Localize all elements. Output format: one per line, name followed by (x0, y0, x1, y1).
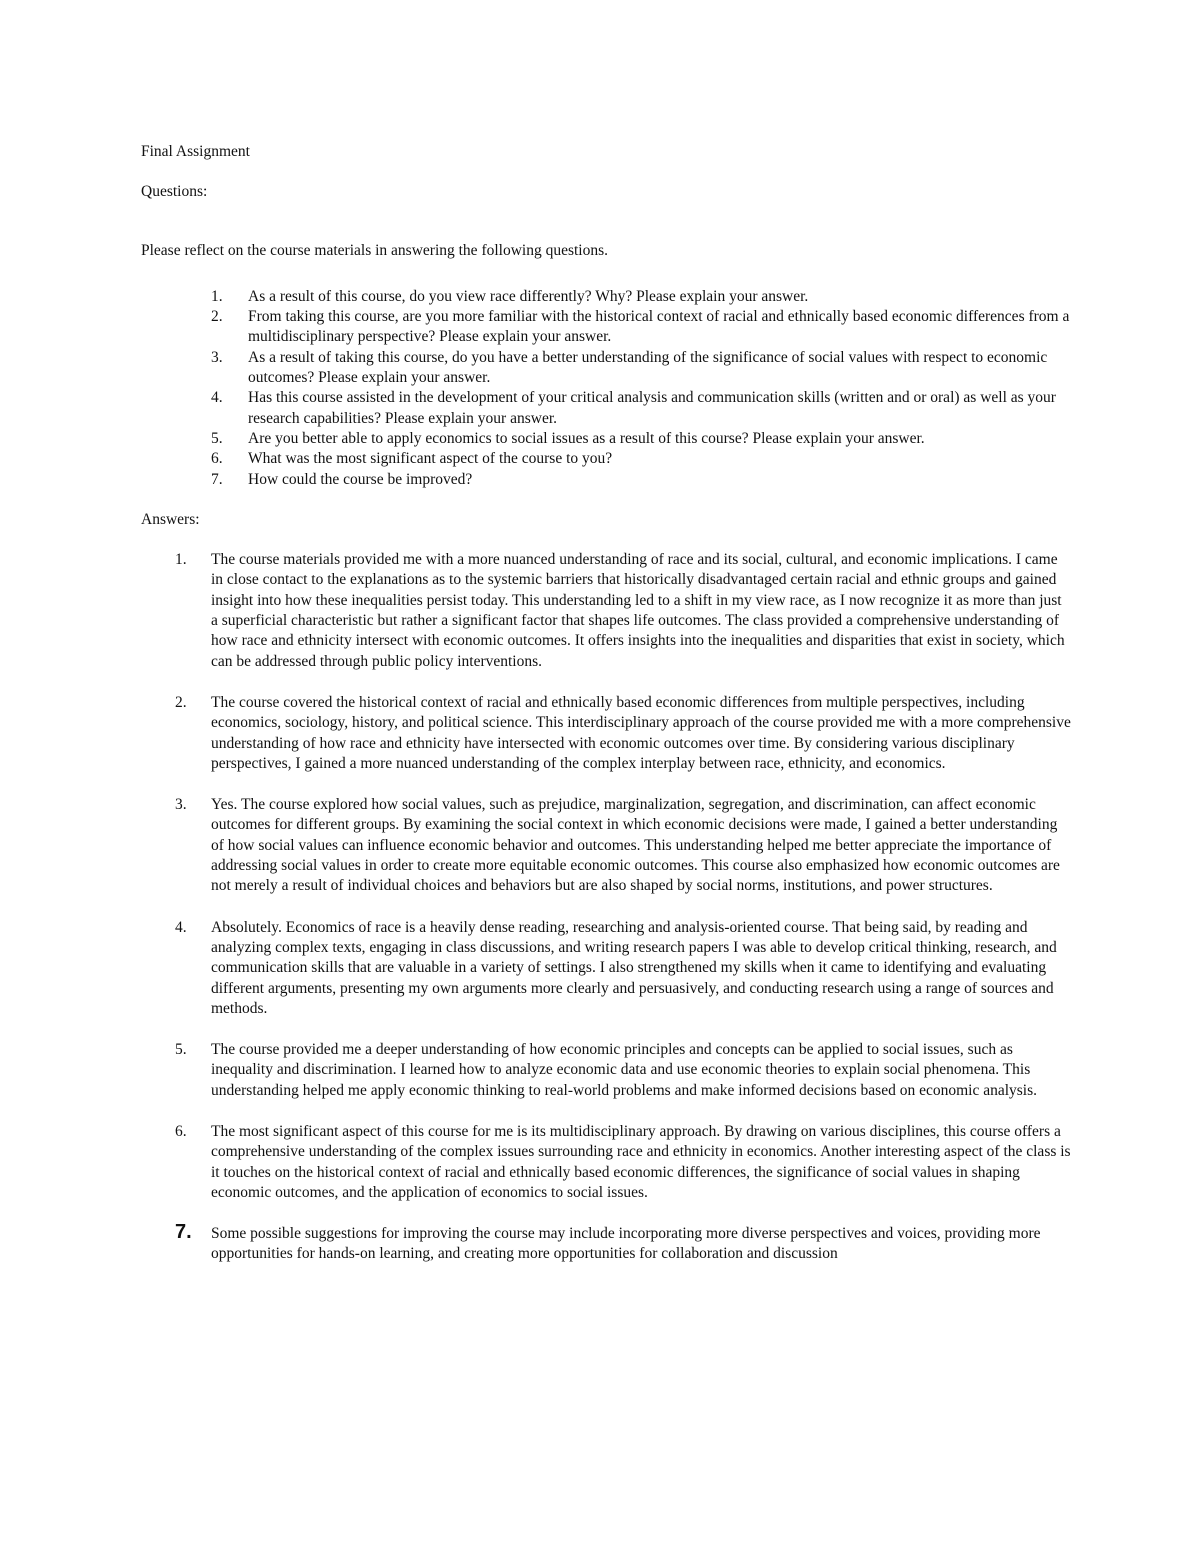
intro-text: Please reflect on the course materials in answering the following questions. (141, 241, 609, 259)
answer-text: The course provided me a deeper understanding of how economic principles and concepts can be applied to social issues, such as inequality and discrimination. I learned how to analyze economic data and use economic theories to explain social phenomena. This understanding helped me apply economic thinking to real-world problems and make informed decisions based on economic analysis. (211, 1041, 1038, 1099)
answer-text: Yes. The course explored how social values, such as prejudice, marginalization, segregation, and discrimination, can affect economic outcomes for different groups. By examining the social context in which economic decisions were made, I gained a better understanding of how social values can influence economic behavior and outcomes. This understanding helped me better appreciate the importance of addressing social values in order to create more equitable economic outcomes. This course also emphasized how economic outcomes are not merely a result of individual choices and behaviors but are also shaped by social norms, institutions, and power structures. (211, 796, 1060, 895)
question-text: As a result of this course, do you view race differently? Why? Please explain your answer. (248, 287, 809, 305)
answer-text: Absolutely. Economics of race is a heavily dense reading, researching and analysis-oriented course. That being said, by reading and analyzing complex texts, engaging in class discussions, and writing research papers I was able to develop critical thinking, research, and communication skills that are valuable in a variety of settings. I also strengthened my skills when it came to identifying and evaluating different arguments, presenting my own arguments more clearly and persuasively, and conducting research using a range of sources and methods. (211, 918, 1057, 1017)
question-text: From taking this course, are you more familiar with the historical context of racial and ethnically based economic differences from a multidisciplinary perspective? Please explain your answer. (248, 308, 1070, 346)
question-item (141, 307, 1071, 348)
answers-list (141, 550, 1071, 1265)
answer-item (141, 1040, 1071, 1101)
question-item (141, 429, 1071, 449)
question-number: 5. (211, 429, 223, 447)
question-item (141, 287, 1071, 307)
question-item (141, 470, 1071, 490)
question-text: As a result of taking this course, do you have a better understanding of the significance of social values with respect to economic outcomes? Please explain your answer. (248, 348, 1048, 387)
answer-item (141, 693, 1071, 774)
question-number: 3. (211, 348, 223, 366)
question-text: What was the most significant aspect of the course to you? (248, 450, 613, 468)
answer-number: 5. (175, 1041, 187, 1059)
question-number: 2. (211, 308, 223, 326)
question-item (141, 348, 1071, 389)
questions-heading: Questions: (141, 183, 208, 201)
answer-item (141, 550, 1071, 672)
questions-list (141, 287, 1071, 490)
answer-number: 4. (175, 918, 187, 936)
question-item (141, 449, 1071, 469)
answer-number: 6. (175, 1122, 187, 1140)
answers-heading: Answers: (141, 510, 200, 528)
answer-text: The course covered the historical context of racial and ethnically based economic differences from multiple perspectives, including economics, sociology, history, and political science. This interdisciplinary approach of the course provided me with a more comprehensive understanding of how race and ethnicity have intersected with economic outcomes over time. By considering various disciplinary perspectives, I gained a more nuanced understanding of the complex interplay between race, ethnicity, and economics. (211, 693, 1071, 772)
answer-item (141, 795, 1071, 896)
answer-text: The course materials provided me with a more nuanced understanding of race and its social, cultural, and economic implications. I came in close contact to the explanations as to the systemic barriers that historically disadvantaged certain racial and ethnic groups and gained insight into how these inequalities persist today. This understanding led to a shift in my view race, as I now recognize it as more than just a superficial characteristic but rather a significant factor that shapes life outcomes. The class provided a comprehensive understanding of how race and ethnicity intersect with economic outcomes. It offers insights into the inequalities and disparities that exist in society, which can be addressed through public policy interventions. (211, 551, 1065, 670)
question-number: 6. (211, 450, 223, 468)
answer-number: 7. (175, 1221, 192, 1244)
question-number: 7. (211, 470, 223, 488)
answer-number: 1. (175, 551, 187, 569)
question-number: 1. (211, 287, 223, 305)
answer-item (141, 918, 1071, 1019)
answer-item (141, 1122, 1071, 1203)
answer-number: 2. (175, 693, 187, 711)
question-text: Has this course assisted in the development of your critical analysis and communication skills (written and or oral) as well as your research capabilities? Please explain your answer. (248, 389, 1056, 427)
question-number: 4. (211, 389, 223, 407)
document-page (141, 142, 1071, 1286)
question-text: Are you better able to apply economics to social issues as a result of this course? Please explain your answer. (248, 429, 925, 447)
question-item (141, 388, 1071, 429)
answer-text: Some possible suggestions for improving the course may include incorporating more diverse perspectives and voices, providing more opportunities for hands-on learning, and creating more opportunities for collaboration and discussion (211, 1225, 1041, 1263)
question-text: How could the course be improved? (248, 470, 473, 488)
answer-text: The most significant aspect of this course for me is its multidisciplinary approach. By drawing on various disciplines, this course offers a comprehensive understanding of the complex issues surrounding race and ethnicity in economics. Another interesting aspect of the class is it touches on the historical context of racial and ethnically based economic differences, the significance of social values in shaping economic outcomes, and the application of economics to social issues. (211, 1122, 1071, 1201)
document-title: Final Assignment (141, 143, 250, 160)
answer-item (141, 1221, 1071, 1265)
answer-number: 3. (175, 796, 187, 814)
